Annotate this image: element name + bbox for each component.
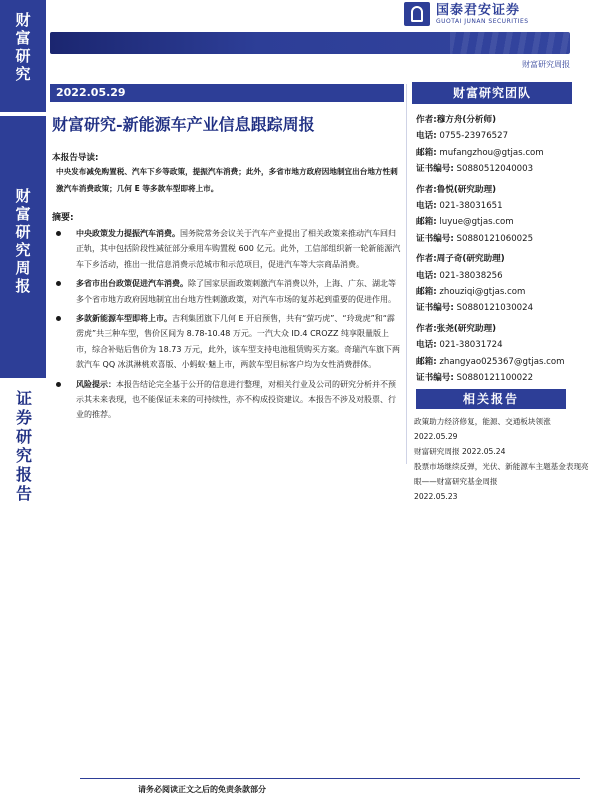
author-name: 周子奇(研究助理): [436, 254, 505, 265]
author-label: 作者:: [416, 184, 437, 195]
author-label: 作者:: [416, 115, 437, 125]
author-email[interactable]: mufangzhou@gtjas.com: [439, 147, 544, 158]
footer-disclaimer: 请务必阅读正文之后的免责条款部分: [138, 785, 266, 794]
email-label: 邮箱:: [416, 287, 437, 298]
summary-item: [54, 311, 402, 373]
author-phone: 021-38038256: [439, 270, 503, 281]
phone-label: 电话:: [416, 131, 437, 142]
summary-heading: 摘要:: [52, 213, 74, 223]
related-item[interactable]: 股票市场继续反弹，光伏、新能源车主题基金表现亮眼——财富研究基金周报: [414, 462, 589, 486]
author-phone: 0755-23976527: [439, 131, 509, 142]
related-item[interactable]: 财富研究周报 2022.05.24: [414, 447, 506, 456]
summary-item-text: 国务院常务会议关于汽车产业提出了相关政策来推动汽车回归正轨，其中包括阶段性减征部分乘用车购置税 600 亿元。此外，工信部组织新一轮新能源汽车下乡活动，推出一批信息消费示范城市和示范项目，促进汽车等大宗商品消费。: [76, 229, 401, 269]
author-cert: S0880121030024: [456, 303, 534, 314]
brand-name-en: GUOTAI JUNAN SECURITIES: [436, 18, 529, 25]
author-cert: S0880121100022: [456, 373, 534, 384]
summary-item-lead: 中央政策发力提振汽车消费。: [76, 229, 180, 238]
summary-item-lead: 多省市出台政策促进汽车消费。: [76, 279, 188, 289]
cert-label: 证书编号:: [416, 164, 454, 175]
cert-label: 证书编号:: [416, 303, 454, 314]
author-cert: S0880512040003: [456, 164, 534, 175]
summary-item-text: 除了国家层面政策刺激汽车消费以外，上海、广东、湖北等多个省市地方政府因地制宜出台地方性刺激政策，对汽车市场的复苏起到重要的促进作用。: [76, 279, 396, 304]
related-item[interactable]: 政策助力经济修复，能源、交通板块领涨: [414, 417, 551, 426]
brand-logo: [404, 0, 594, 28]
sidebar-label-3: 证券研究报告: [13, 390, 33, 504]
author-phone: 021-38031651: [439, 201, 503, 212]
author-list: [416, 112, 596, 391]
footer-rule: [80, 778, 580, 779]
summary-item-text: 本报告结论完全基于公开的信息进行整理，对相关行业及公司的研究分析并不预示其未来表现，也不能保证未来的可持续性，亦不构成投资建议。本报告不涉及对股票、行业的推荐。: [76, 379, 396, 420]
author-label: 作者:: [416, 323, 437, 334]
report-category: 财富研究周报: [522, 60, 570, 69]
author-email[interactable]: luyue@gtjas.com: [439, 217, 514, 228]
summary-item-lead: 多款新能源车型即将上市。: [76, 314, 172, 324]
email-label: 邮箱:: [416, 356, 437, 367]
page-footer: [50, 778, 600, 800]
author-name: 张尧(研究助理): [436, 323, 497, 334]
related-item-date: 2022.05.29: [414, 432, 458, 441]
cert-label: 证书编号:: [416, 373, 454, 384]
author-email[interactable]: zhangyao025367@gtjas.com: [439, 356, 565, 367]
author-card: [416, 182, 596, 248]
summary-list: [54, 226, 402, 427]
author-cert: S0880121060025: [456, 233, 534, 244]
sidebar-tab-wealth-research: [0, 0, 46, 112]
related-item-date: 2022.05.23: [414, 492, 458, 501]
email-label: 邮箱:: [416, 147, 437, 158]
guide-heading: 本报告导读:: [52, 153, 99, 163]
guide-text: 中央发布减免购置税、汽车下乡等政策，提振汽车消费；此外，多省市地方政府因地制宜出台地方性刺激汽车消费政策；几何 E 等多款车型即将上市。: [56, 167, 398, 193]
sidebar-tab-securities-report: [0, 382, 46, 742]
report-date: 2022.05.29: [50, 84, 404, 102]
summary-item: [54, 377, 402, 423]
author-card: [416, 112, 596, 178]
summary-item-text: 吉利集团旗下几何 E 开启预售，共有“萤巧虎”、“玲珑虎”和“霹雳虎”共三种车型，售价区间为 8.78-10.48 万元。一汽大众 ID.4 CROZZ 纯享限量版上市，综合补贴后售价为 18.73 万元，此外，该车型支持电池租赁购买方案。奇瑞汽车旗下两款汽车 QQ 冰淇淋桃欢喜版、小蚂蚁·魅上市，两款车型目标客户均为女性消费群体。: [76, 314, 400, 370]
related-heading: 相关报告: [416, 389, 566, 409]
sidebar-tab-weekly: [0, 116, 46, 378]
team-heading: 财富研究团队: [412, 82, 572, 104]
author-phone: 021-38031724: [439, 340, 503, 351]
header-banner: [50, 32, 570, 54]
author-name: 穆方舟(分析师): [436, 115, 497, 125]
phone-label: 电话:: [416, 270, 437, 281]
author-card: [416, 321, 596, 387]
summary-item-lead: 风险提示：: [76, 379, 116, 389]
summary-item: [54, 226, 402, 272]
related-list: [414, 414, 590, 504]
author-email[interactable]: zhouziqi@gtjas.com: [439, 287, 526, 298]
brand-name-cn: 国泰君安证券: [436, 3, 521, 18]
author-label: 作者:: [416, 254, 437, 265]
summary-item: [54, 276, 402, 307]
brand-emblem-icon: [404, 2, 430, 26]
sidebar-label-1: 财富研究: [13, 12, 32, 84]
column-divider: [406, 84, 407, 464]
author-name: 鲁悦(研究助理): [436, 184, 497, 195]
report-title: 财富研究-新能源车产业信息跟踪周报: [52, 115, 315, 134]
author-card: [416, 251, 596, 317]
phone-label: 电话:: [416, 201, 437, 212]
email-label: 邮箱:: [416, 217, 437, 228]
sidebar-label-2: 财富研究周报: [13, 188, 32, 296]
cert-label: 证书编号:: [416, 233, 454, 244]
phone-label: 电话:: [416, 340, 437, 351]
